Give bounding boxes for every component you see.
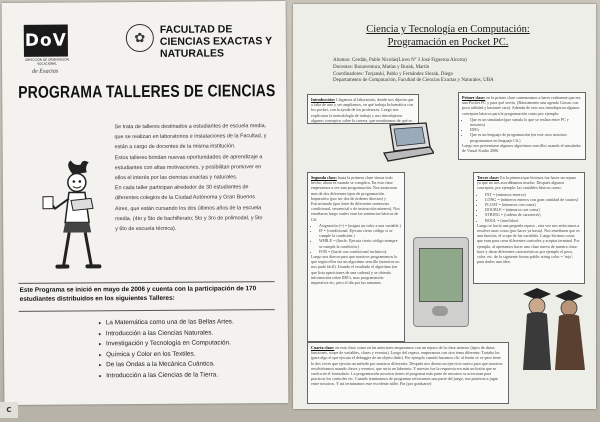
divider-line — [19, 281, 275, 284]
taller-item: ▸ Introducción a las Ciencias de la Tierra. — [99, 370, 279, 382]
third-class-item: • LONG = (números enteros con gran cantidad de cuatros) — [485, 197, 581, 202]
pocket-pc-button — [432, 306, 448, 316]
second-class-item: • Asignación (=) = (asigna un valor a una variable.) — [319, 223, 401, 228]
left-poster — [2, 1, 289, 405]
credits — [333, 58, 563, 85]
second-class-text: hasta la primera clase vimos todo hecho, ahora es cuando se complica. En esta clase empezamos a ver mas programación. Nos mostraron mas de dos diferentes tipos de programación. Imperativo (por ser dos de órdenes directas) y Estructurado (que tiene de diferentes sentencias condicional, secuencial o de instrucción número). Nos enseñaron luego cuales eran las sentencias básicas de C#: — [311, 175, 400, 222]
intro-line: Estos talleres brindan nuevas oportunidades de aprendizaje a — [114, 153, 263, 161]
dov-logo: DoV — [24, 25, 68, 57]
cartoon-student-illustration — [35, 160, 106, 280]
intro-line: que se realizan en laboratorios e instalaciones de la Facultad, y — [114, 133, 267, 141]
computing-title-line2: Programación en Pocket PC. — [387, 36, 509, 48]
taller-item: ▸ De las Ondas a la Mecánica Cuántica. — [99, 359, 279, 371]
fourth-class-box — [307, 342, 509, 404]
second-class-heading: Segunda clase: — [311, 175, 337, 180]
first-class-box — [458, 92, 586, 160]
taller-item: ▸ Química y Color en los Textiles. — [99, 349, 279, 361]
third-class-item: • BOOL = (true/false) — [485, 218, 581, 223]
third-class-closing: Luego se hacía una pequeña repaso , esta vez nos enfocamos a resolver unas cosas (por hacer ya hasta). Nos enseñaron que es una función, el scope de las variables. Luego hicimos cosas que eran para crear diferentes controles y aceptar terminal. Por ejemplo, al apretamos hacer una clase nueva de nuestra clase, hace y darse diferentes características por ejemplo el peso, color, etc. de la siguiente forma public string color = 'rojo'; para darles una idea. — [477, 222, 580, 265]
corner-label: C — [0, 402, 18, 418]
poster-title: PROGRAMA TALLERES DE CIENCIAS — [18, 81, 276, 102]
intro-box-heading: Introducción: — [311, 97, 336, 102]
second-class-closing: Luego nos dieron para que nosotros programemos lo que según ellos era un algoritmo sencillo (nosotros no nos pudo fácil). Usando el resultado el algoritmo (en que lista apariciones de una cadena) y se obtenía información sobre IDE's, mas programación imperativa etc, pero el día por las semanas. — [311, 254, 400, 286]
computing-title — [323, 24, 573, 49]
fourth-class-heading: Cuarta clase: — [311, 345, 335, 350]
credit-line: Alumno: Cerdán, Pablo Nicolás(Liceo Nº 3 José Figueroa Alcorta) — [333, 58, 467, 63]
faculty-name: FACULTAD DE CIENCIAS EXACTAS Y NATURALES — [159, 23, 272, 60]
graduates-illustration — [517, 284, 589, 374]
third-class-item: • STRING = (cadena de caracteres) — [485, 212, 581, 217]
intro-line: estudiantes con altas motivaciones, y posibilitan promover en — [114, 163, 262, 172]
fourth-class-text: en esta clase como en las anteriores empezamos con un repaso de la clase anterior (tipos de datos, funciones, scope de variables, clases y eventos). Luego del repaso, empezamos con otro tema diferente. Trataba los (para algo el que ejecuta el debugger de un objeto dado). Por ejemplo cuando hacemos clic al botón se ve pero tiene lo dos veces que ejecuta un método por nuestros diferentes. Después nos dieron un ejercicio nuevo para que nosotros resolviéramos usando clases y eventos, que sería un laberinto. Y nuestro fue la respuesta era más un botón que se vuelca en el formulario. La programación nosotros tienes el programa más parte de nosotros se acercaran para practicar los controles etc. Cuando terminamos de programar reforzamos una parte del juego, nos pusieron a jugar entre nosotros. Y así terminamos este excelente taller. Fin (por graduarse) — [311, 345, 503, 387]
third-class-item: • FLOAT = (números con coma) — [485, 202, 581, 207]
dov-logo-subtitle: DIRECCIÓN DE ORIENTACIÓN VOCACIONAL — [25, 57, 69, 66]
second-class-item: • FOR = (bucle con condicional inclusivo). — [319, 249, 401, 254]
second-class-list — [319, 223, 401, 254]
first-class-heading: Primer clase: — [462, 95, 486, 100]
taller-item: ▸ Investigación y Tecnología en Computación. — [99, 338, 279, 350]
university-seal-icon: ✿ — [126, 24, 154, 52]
intro-line: ellos el interés por las ciencias exactas y naturales. — [114, 174, 238, 182]
taller-item: ▸ Introducción a las Ciencias Naturales. — [99, 328, 279, 340]
taller-item: ▸ La Matemática como una de las Bellas Artes. — [99, 317, 279, 329]
intro-line: Aires, que están cursando los dos últimos años de la escuela — [115, 204, 262, 212]
intro-line: y 6to de escuela técnica). — [115, 225, 177, 233]
talleres-list — [99, 317, 279, 382]
divider-line — [19, 309, 275, 312]
first-class-closing: Luego nos presentaron algunos algoritmos sencillos usando el simulador de Visual Studio 2006. — [462, 142, 581, 154]
intro-line: En cada taller participan alrededor de 30 estudiantes de — [114, 184, 249, 192]
intro-line: Se trata de talleres destinados a estudiantes de escuela media, — [114, 123, 267, 131]
credit-line: Departamento de Computación, Facultad de Ciencias Exactas y Naturales, UBA — [333, 78, 494, 84]
first-class-item: • IDE's — [470, 127, 582, 132]
first-class-list — [470, 117, 582, 143]
third-class-item: • INT = (números enteros) — [485, 192, 581, 197]
third-class-heading: Tercer clase: — [477, 175, 500, 180]
intro-box-text: Llegamos al laboratorio, donde nos dijeron que a falta de uno y ser ampliamos, en qué trabaja Informática con los pocket, con la ayuda de los profesores. Luego nos explicaron la metodología de trabajo y nos introdujeron algunos conceptos sobre la carrera, que nombramos de qué se... — [311, 97, 416, 123]
intro-line: media. (4to y 5to de bachillerato; 5to y 3ro de polimodal, y 5to — [115, 215, 263, 223]
credit-line: Docentes: Bonaventura, Matías y Burak, Martín — [333, 64, 430, 70]
third-class-item: • DOUBLE = (números con coma) — [485, 207, 581, 212]
first-class-item: • Que es un lenguaje de programación (en este caso nosotros programamos en lenguaje C#.) — [470, 132, 582, 142]
laptop-illustration — [380, 121, 434, 165]
intro-line: diferentes colegios de la Ciudad Autónoma y Gran Buenos — [114, 194, 255, 202]
third-class-box — [473, 172, 585, 284]
computing-title-line1: Ciencia y Tecnología en Computación: — [366, 24, 530, 35]
second-class-box — [307, 172, 405, 342]
third-class-list — [485, 192, 581, 223]
second-class-item: • IF = (condicional. Ejecuta cierto código si se cumple la condición.) — [319, 228, 401, 238]
intro-line: están a cargo de docentes de la misma institución. — [114, 143, 236, 151]
intro-text — [114, 121, 275, 234]
right-poster — [293, 4, 596, 409]
first-class-item: • Que es un simulador(que simula lo que se realiza entre PC y nosotros) — [470, 117, 582, 127]
dov-logo-sign: de Exactas — [32, 68, 59, 75]
third-class-text: En la primera que hicimos fue hacer un repaso ya que no nos acordábamos mucho. Después algunos conceptos, por ejemplo: las variables básicas como: — [477, 175, 577, 191]
credit-line: Coordinadores: Turjanski, Pablo y Fernández Slezak, Diego — [333, 71, 453, 77]
second-class-item: • WHILE = (bucle. Ejecuta cierto código siempre se cumple la condición.) — [319, 238, 401, 248]
intro-box — [307, 94, 419, 124]
pocket-pc-screen — [419, 248, 463, 302]
program-highlight: Este Programa se inició en mayo de 2006 y cuenta con la participación de 170 estudiantes distribuidos en los siguientes Talleres: — [19, 285, 257, 303]
first-class-text: en la primer clase comenzamos a hacer realmente que era una Pocket PC y para qué servía. (Básicamente una agenda Grosso con poca utilidad y bastante cara). Además de esto nos introdujeron algunos conceptos básicos para la programación como por ejemplo: — [462, 95, 581, 116]
